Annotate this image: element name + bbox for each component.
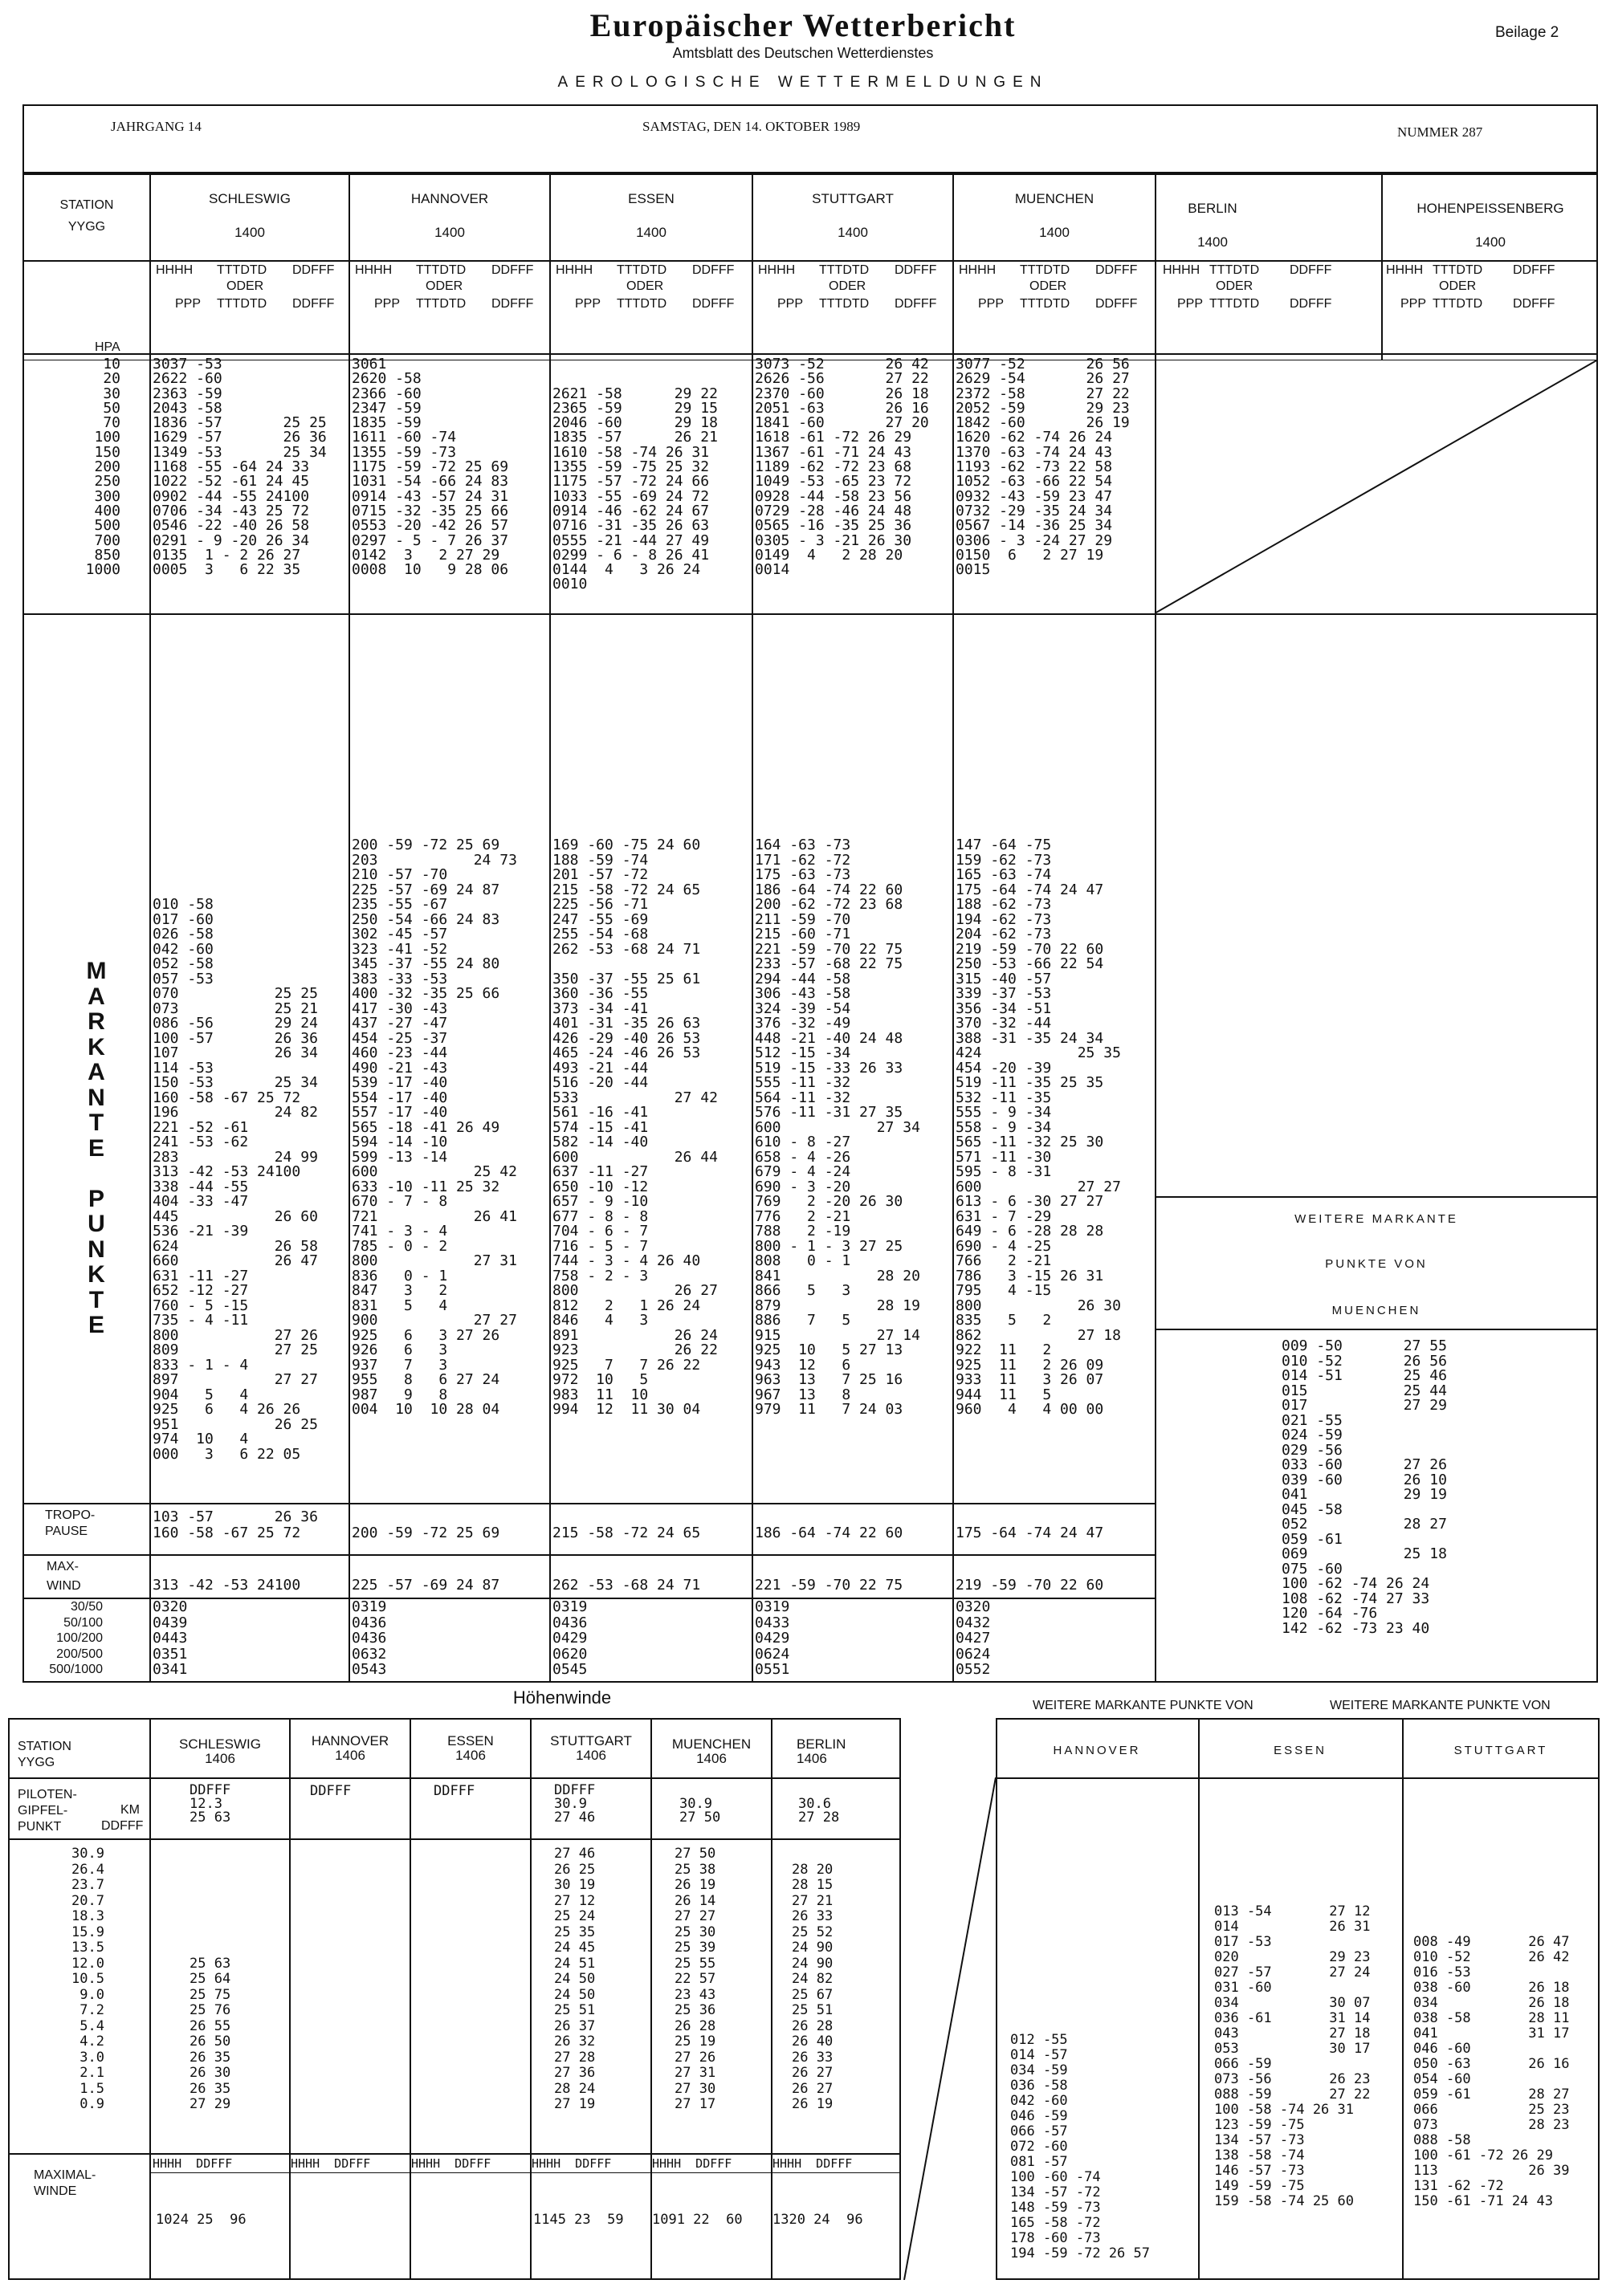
subheader-hhhh: HHHH (758, 263, 796, 277)
piloten-essen: DDFFF (434, 1783, 475, 1799)
piloten-label: PILOTEN- GIPFEL- PUNKT (18, 1788, 77, 1834)
shear-essen: 0319 0436 0429 0620 0545 (552, 1598, 588, 1678)
subheader-ddfff: DDFFF (292, 263, 335, 277)
shear-muenchen: 0320 0432 0427 0624 0552 (956, 1598, 991, 1678)
subheader-ttdtd: TTTDTD (1209, 263, 1260, 277)
weitere-bottom-title-2: WEITERE MARKANTE PUNKTE VON (1330, 1699, 1551, 1712)
wb-stuttgart: 008 -49 26 47 010 -52 26 42 016 -53 038 -60 26 18 034 26 18 038 -58 28 11 041 31 17 046 -60 050 -63 26 16 054 -60 059 -61 28 27 066 25 23 073 28 23 088 -58 100 -61 -72 26 29 113 26 39 131 -62 -72 150 -61 -71 24 43 (1413, 1934, 1570, 2209)
piloten-schleswig: DDFFF 12.3 25 63 (190, 1782, 231, 1826)
subheader-ddfff: DDFFF (895, 263, 937, 277)
piloten-stuttgart: DDFFF 30.9 27 46 (554, 1782, 596, 1826)
station-schleswig: SCHLESWIG (208, 191, 291, 206)
subheader-oder: ODER (829, 279, 866, 293)
subheader-ttdtd: TTTDTD (217, 297, 267, 311)
hw-schleswig: 25 63 25 64 25 75 25 76 26 55 26 50 26 35 26 30 26 35 27 29 (190, 1955, 231, 2112)
time-schleswig: 1400 (234, 225, 265, 240)
maxw-head-schleswig: HHHH DDFFF (153, 2156, 233, 2171)
station-hannover: HANNOVER (410, 191, 489, 206)
weitere-muenchen-data: 009 -50 27 55 010 -52 26 56 014 -51 25 46 015 25 44 017 27 29 021 -55 024 -59 029 -56 033 -60 27 26 039 -60 26 10 041 29 19 045 -58 052 28 27 059 -61 069 25 18 075 -60 100 -62 -74 26 24 108 -62 -74 27 33 120 -64 -76 142 -62 -73 23 40 (1282, 1337, 1447, 1637)
time-hohenpeissenberg: 1400 (1475, 234, 1506, 250)
wb-hannover: 012 -55 014 -57 034 -59 036 -58 042 -60 046 -59 066 -57 072 -60 081 -57 100 -60 -74 134 -57 -72 148 -59 -73 165 -58 -72 178 -60 -73 194 -59 -72 26 57 (1010, 2032, 1150, 2261)
tropo-muenchen: 175 -64 -74 24 47 (956, 1525, 1104, 1541)
station-muenchen: MUENCHEN (1014, 191, 1094, 206)
bulletin-header-box (22, 104, 1598, 173)
maxw-stuttgart: 1145 23 59 (533, 2212, 624, 2228)
bottom-station-muenchen: MUENCHEN 1406 (671, 1736, 752, 1766)
time-berlin: 1400 (1197, 234, 1228, 250)
subheader-ppp: PPP (1177, 297, 1204, 311)
maxwind-schleswig: 313 -42 -53 24100 (153, 1577, 301, 1594)
subheader-ddfff: DDFFF (1095, 263, 1138, 277)
std-hannover: 3061 2620 -58 2366 -60 2347 -59 1835 -59 1611 -60 -74 1355 -59 -73 1175 -59 -72 25 69 1031 -54 -66 24 83 0914 -43 -57 24 31 0715 -32 -35 25 66 0553 -20 -42 26 57 0297 - 5 - 7 26 37 0142 3 2 27 29 0008 10 9 28 06 (352, 356, 509, 579)
station-stuttgart: STUTTGART (812, 191, 894, 206)
km-label: KM (120, 1803, 140, 1817)
mp-muenchen: 147 -64 -75 159 -62 -73 165 -63 -74 175 -64 -74 24 47 188 -62 -73 194 -62 -73 204 -62 -73 219 -59 -70 22 60 250 -53 -66 22 54 315 -40 -57 339 -37 -53 356 -34 -51 370 -32 -44 388 -31 -35 24 34 424 25 35 454 -20 -39 519 -11 -35 25 35 532 -11 -35 555 - 9 -34 558 - 9 -34 565 -11 -32 25 30 571 -11 -30 595 - 8 -31 600 27 27 613 - 6 -30 27 27 631 - 7 -29 649 - 6 -28 28 28 690 - 4 -25 766 2 -21 786 3 -15 26 31 795 4 -15 800 26 30 835 5 2 862 27 18 922 11 2 925 11 2 26 09 933 11 3 26 07 944 11 5 960 4 4 00 00 (956, 837, 1121, 1418)
weitere-label-2: PUNKTE VON (1325, 1257, 1428, 1271)
maxwind-label: MAX- WIND (47, 1560, 81, 1593)
hw-stuttgart: 27 46 26 25 30 19 27 12 25 24 25 35 24 45 24 51 24 50 24 50 25 51 26 37 26 32 27 28 27 36 28 24 27 19 (554, 1846, 596, 2112)
subheader-ppp: PPP (575, 297, 601, 311)
subheader-oder: ODER (626, 279, 664, 293)
subheader-ddfff: DDFFF (692, 297, 735, 311)
hoehenwinde-table (8, 1718, 901, 2280)
bottom-station-stuttgart: STUTTGART 1406 (550, 1733, 632, 1763)
hw-berlin: 28 20 28 15 27 21 26 33 25 52 24 90 24 90 24 82 25 67 25 51 26 28 26 40 26 33 26 27 26 27 26 19 (792, 1861, 834, 2112)
maxwind-hannover: 225 -57 -69 24 87 (352, 1577, 500, 1594)
subheader-oder: ODER (1029, 279, 1067, 293)
subheader-hhhh: HHHH (355, 263, 393, 277)
mp-hannover: 200 -59 -72 25 69 203 24 73 210 -57 -70 225 -57 -69 24 87 235 -55 -67 250 -54 -66 24 83 302 -45 -57 323 -41 -52 345 -37 -55 24 80 383 -33 -53 400 -32 -35 25 66 417 -30 -43 437 -27 -47 454 -25 -37 460 -23 -44 490 -21 -43 539 -17 -40 554 -17 -40 557 -17 -40 565 -18 -41 26 49 594 -14 -10 599 -13 -14 600 25 42 633 -10 -11 25 32 670 - 7 - 8 721 26 41 741 - 3 - 4 785 - 0 - 2 800 27 31 836 0 - 1 847 3 2 831 5 4 900 27 27 925 6 3 27 26 926 6 3 937 7 3 955 8 6 27 24 987 9 8 004 10 10 28 04 (352, 837, 517, 1418)
maxw-berlin: 1320 24 96 (772, 2212, 863, 2228)
bottom-station-label: STATION YYGG (18, 1740, 71, 1769)
subheader-hhhh: HHHH (556, 263, 593, 277)
std-essen: 2621 -58 29 22 2365 -59 29 15 2046 -60 29 18 1835 -57 26 21 1610 -58 -74 26 31 1355 -59 -75 25 32 1175 -57 -72 24 66 1033 -55 -69 24 72 0914 -46 -62 24 67 0716 -31 -35 26 63 0555 -21 -44 27 49 0299 - 6 - 8 26 41 0144 4 3 26 24 0010 (552, 385, 718, 593)
bottom-station-hannover: HANNOVER 1406 (311, 1733, 389, 1763)
maxw-head-hannover: HHHH DDFFF (291, 2156, 371, 2171)
station-label: STATION (59, 198, 114, 212)
tropo-essen: 215 -58 -72 24 65 (552, 1525, 701, 1541)
no-data-diagonal (1155, 360, 1598, 613)
maxw-head-muenchen: HHHH DDFFF (652, 2156, 732, 2171)
subheader-hhhh: HHHH (959, 263, 997, 277)
mp-stuttgart: 164 -63 -73 171 -62 -72 175 -63 -73 186 -64 -74 22 60 200 -62 -72 23 68 211 -59 -70 215 -60 -71 221 -59 -70 22 75 233 -57 -68 22 75 294 -44 -58 306 -43 -58 324 -39 -54 376 -32 -49 448 -21 -40 24 48 512 -15 -34 519 -15 -33 26 33 555 -11 -32 564 -11 -32 576 -11 -31 27 35 600 27 34 610 - 8 -27 658 - 4 -26 679 - 4 -24 690 - 3 -20 769 2 -20 26 30 776 2 -21 788 2 -19 800 - 1 - 3 27 25 808 0 - 1 841 28 20 866 5 3 879 28 19 886 7 5 915 27 14 925 10 5 27 13 943 12 6 963 13 7 25 16 967 13 8 979 11 7 24 03 (755, 837, 920, 1418)
maxw-head-essen: HHHH DDFFF (411, 2156, 491, 2171)
maxwind-muenchen: 219 -59 -70 22 60 (956, 1577, 1104, 1594)
subheader-ddfff: DDFFF (491, 297, 534, 311)
time-essen: 1400 (636, 225, 666, 240)
time-stuttgart: 1400 (838, 225, 868, 240)
subheader-oder: ODER (1216, 279, 1253, 293)
shear-stuttgart: 0319 0433 0429 0624 0551 (755, 1598, 790, 1678)
subheader-ppp: PPP (175, 297, 202, 311)
hoehenwinde-title: Höhenwinde (512, 1687, 612, 1708)
subheader-oder: ODER (1439, 279, 1477, 293)
subheader-ppp: PPP (374, 297, 401, 311)
beilage-label: Beilage 2 (1495, 24, 1559, 41)
maxw-head-berlin: HHHH DDFFF (772, 2156, 853, 2171)
std-stuttgart: 3073 -52 26 42 2626 -56 27 22 2370 -60 26 18 2051 -63 26 16 1841 -60 27 20 1618 -61 -72 26 29 1367 -61 -71 24 43 1189 -62 -72 23 68 1049 -53 -65 23 72 0928 -44 -58 23 56 0729 -28 -46 24 48 0565 -16 -35 25 36 0305 - 3 -21 26 30 0149 4 2 28 20 0014 (755, 356, 929, 579)
subheader-ttdtd: TTTDTD (1020, 297, 1070, 311)
weitere-label-3: MUENCHEN (1331, 1304, 1421, 1317)
jahrgang: JAHRGANG 14 (111, 119, 202, 134)
subheader-ddfff: DDFFF (1290, 297, 1332, 311)
km-levels: 30.9 26.4 23.7 20.7 18.3 15.9 13.5 12.0 10.5 9.0 7.2 5.4 4.2 3.0 2.1 1.5 0.9 (71, 1846, 104, 2112)
bottom-station-schleswig: SCHLESWIG 1406 (178, 1736, 262, 1766)
mp-schleswig: 010 -58 017 -60 026 -58 042 -60 052 -58 057 -53 070 25 25 073 25 21 086 -56 29 24 100 -57 26 36 107 26 34 114 -53 150 -53 25 34 160 -58 -67 25 72 196 24 82 221 -52 -61 241 -53 -62 283 24 99 313 -42 -53 24100 338 -44 -55 404 -33 -47 445 26 60 536 -21 -39 624 26 58 660 26 47 631 -11 -27 652 -12 -27 760 - 5 -15 735 - 4 -11 800 27 26 809 27 25 833 - 1 - 4 897 27 27 904 5 4 925 6 4 26 26 951 26 25 974 10 4 000 3 6 22 05 (153, 896, 318, 1463)
yygg-label: YYGG (67, 220, 106, 234)
hw-muenchen: 27 50 25 38 26 19 26 14 27 27 25 30 25 39 25 55 22 57 23 43 25 36 26 28 25 19 27 26 27 31 27 30 27 17 (675, 1846, 716, 2112)
subheader-ddfff: DDFFF (692, 263, 735, 277)
tropo-schleswig: 103 -57 26 36 160 -58 -67 25 72 (153, 1508, 318, 1541)
subheader-ddfff: DDFFF (1513, 297, 1555, 311)
shear-schleswig: 0320 0439 0443 0351 0341 (153, 1598, 188, 1678)
station-essen: ESSEN (628, 191, 675, 206)
shear-layers-label: 30/50 50/100 100/200 200/500 500/1000 (49, 1600, 103, 1676)
subheader-ddfff: DDFFF (1095, 297, 1138, 311)
page-subtitle: Amtsblatt des Deutschen Wetterdienstes (672, 45, 934, 61)
bottom-station-essen: ESSEN 1406 (447, 1733, 494, 1763)
hpa-levels: 10 20 30 50 70 100 150 200 250 300 400 500 700 850 1000 (85, 356, 120, 579)
subheader-ttdtd: TTTDTD (1020, 263, 1070, 277)
subheader-ttdtd: TTTDTD (617, 263, 667, 277)
maxwind-stuttgart: 221 -59 -70 22 75 (755, 1577, 903, 1594)
subheader-ttdtd: TTTDTD (416, 263, 467, 277)
mp-essen: 169 -60 -75 24 60 188 -59 -74 201 -57 -72 215 -58 -72 24 65 225 -56 -71 247 -55 -69 255 -54 -68 262 -53 -68 24 71 350 -37 -55 25 61 360 -36 -55 373 -34 -41 401 -31 -35 26 63 426 -29 -40 26 53 465 -24 -46 26 53 493 -21 -44 516 -20 -44 533 27 42 561 -16 -41 574 -15 -41 582 -14 -40 600 26 44 637 -11 -27 650 -10 -12 657 - 9 -10 677 - 8 - 8 704 - 6 - 7 716 - 5 - 7 744 - 3 - 4 26 40 758 - 2 - 3 800 26 27 812 2 1 26 24 846 4 3 891 26 24 923 26 22 925 7 7 26 22 972 10 5 983 11 10 994 12 11 30 04 (552, 837, 718, 1418)
subheader-ddfff: DDFFF (1290, 263, 1332, 277)
wb-head-stuttgart: STUTTGART (1453, 1744, 1548, 1757)
section-title: AEROLOGISCHE WETTERMELDUNGEN (557, 74, 1049, 91)
station-berlin: BERLIN (1188, 201, 1237, 216)
subheader-ttdtd: TTTDTD (1433, 297, 1483, 311)
hpa-label: HPA (95, 340, 120, 354)
piloten-hannover: DDFFF (310, 1783, 352, 1799)
tropopause-label: TROPO- PAUSE (45, 1508, 96, 1538)
shear-hannover: 0319 0436 0436 0632 0543 (352, 1598, 387, 1678)
time-muenchen: 1400 (1039, 225, 1070, 240)
subheader-ttdtd: TTTDTD (1433, 263, 1483, 277)
maxw-head-stuttgart: HHHH DDFFF (532, 2156, 612, 2171)
bottom-station-berlin: BERLIN 1406 (797, 1736, 846, 1766)
wb-head-essen: ESSEN (1274, 1744, 1327, 1757)
wb-head-hannover: HANNOVER (1053, 1744, 1141, 1757)
ddfff-short-label: DDFFF (101, 1819, 144, 1833)
weitere-bottom-title-1: WEITERE MARKANTE PUNKTE VON (1033, 1699, 1253, 1712)
subheader-ppp: PPP (1400, 297, 1427, 311)
maxwind-essen: 262 -53 -68 24 71 (552, 1577, 701, 1594)
subheader-hhhh: HHHH (156, 263, 194, 277)
subheader-hhhh: HHHH (1386, 263, 1424, 277)
subheader-ppp: PPP (978, 297, 1005, 311)
piloten-muenchen: 30.9 27 50 (679, 1796, 721, 1826)
connector-diagonal (901, 1777, 997, 2280)
weitere-label-1: WEITERE MARKANTE (1294, 1212, 1458, 1226)
subheader-ttdtd: TTTDTD (617, 297, 667, 311)
page-title: Europäischer Wetterbericht (589, 7, 1017, 43)
std-schleswig: 3037 -53 2622 -60 2363 -59 2043 -58 1836 -57 25 25 1629 -57 26 36 1349 -53 25 34 1168 -55 -64 24 33 1022 -52 -61 24 45 0902 -44 -55 24100 0706 -34 -43 25 72 0546 -22 -40 26 58 0291 - 9 -20 26 34 0135 1 - 2 26 27 0005 3 6 22 35 (153, 356, 327, 579)
subheader-ddfff: DDFFF (491, 263, 534, 277)
maxw-schleswig: 1024 25 96 (156, 2212, 247, 2228)
subheader-ttdtd: TTTDTD (819, 297, 870, 311)
subheader-ttdtd: TTTDTD (1209, 297, 1260, 311)
issue-number: NUMMER 287 (1397, 124, 1483, 140)
subheader-ddfff: DDFFF (292, 297, 335, 311)
maxw-muenchen: 1091 22 60 (652, 2212, 743, 2228)
maximal-label: MAXIMAL- WINDE (34, 2168, 96, 2198)
markante-punkte-label: M A R K A N T E P U N K T E (86, 958, 107, 1338)
piloten-berlin: 30.6 27 28 (798, 1796, 840, 1826)
subheader-ddfff: DDFFF (895, 297, 937, 311)
subheader-oder: ODER (426, 279, 463, 293)
wb-essen: 013 -54 27 12 014 26 31 017 -53 020 29 23 027 -57 27 24 031 -60 034 30 07 036 -61 31 14 043 27 18 053 30 17 066 -59 073 -56 26 23 088 -59 27 22 100 -58 -74 26 31 123 -59 -75 134 -57 -73 138 -58 -74 146 -57 -73 149 -59 -75 159 -58 -74 25 60 (1214, 1903, 1371, 2209)
subheader-ttdtd: TTTDTD (819, 263, 870, 277)
subheader-ttdtd: TTTDTD (217, 263, 267, 277)
subheader-oder: ODER (226, 279, 264, 293)
subheader-hhhh: HHHH (1163, 263, 1200, 277)
subheader-ddfff: DDFFF (1513, 263, 1555, 277)
tropo-stuttgart: 186 -64 -74 22 60 (755, 1525, 903, 1541)
subheader-ttdtd: TTTDTD (416, 297, 467, 311)
issue-date: SAMSTAG, DEN 14. OKTOBER 1989 (642, 119, 861, 134)
time-hannover: 1400 (434, 225, 465, 240)
subheader-ppp: PPP (777, 297, 804, 311)
std-muenchen: 3077 -52 26 56 2629 -54 26 27 2372 -58 27 22 2052 -59 29 23 1842 -60 26 19 1620 -62 -74 26 24 1370 -63 -74 24 43 1193 -62 -73 22 58 1052 -63 -66 22 54 0932 -43 -59 23 47 0732 -29 -35 24 34 0567 -14 -36 25 34 0306 - 3 -24 27 29 0150 6 2 27 19 0015 (956, 356, 1130, 579)
station-hohenpeissenberg: HOHENPEISSENBERG (1416, 201, 1564, 216)
tropo-hannover: 200 -59 -72 25 69 (352, 1525, 500, 1541)
